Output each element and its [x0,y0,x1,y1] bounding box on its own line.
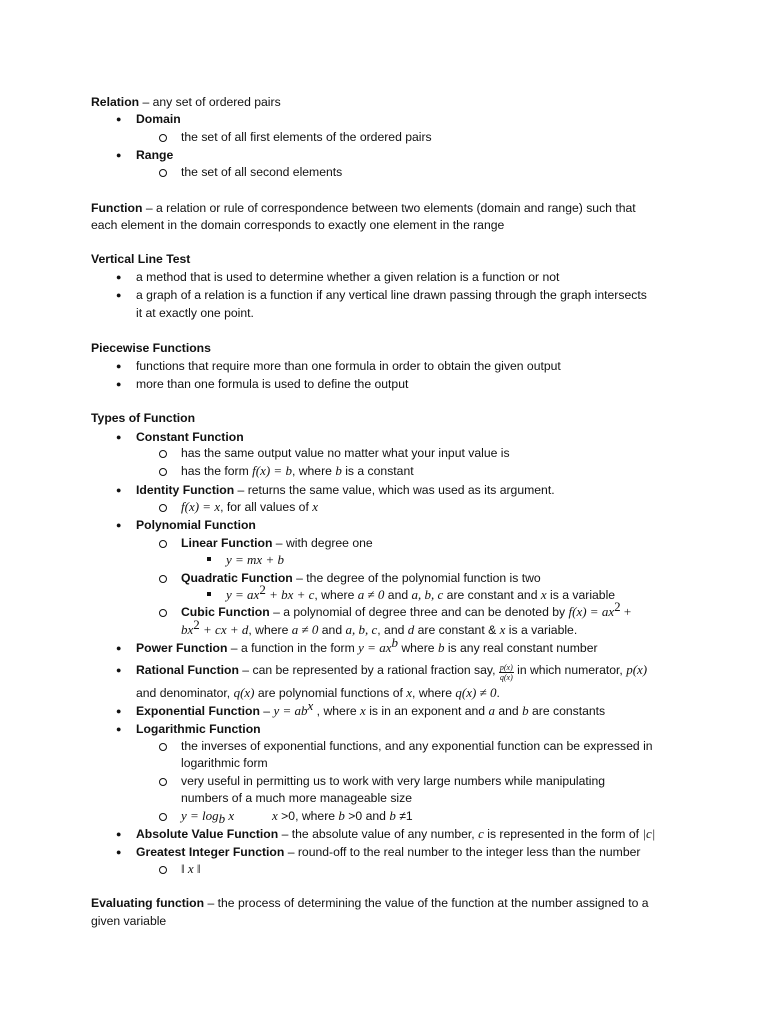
greatest-label: Greatest Integer Function [136,845,285,859]
math-expression: a, b, c [411,587,444,602]
math-var: x [540,587,547,602]
linear-label: Linear Function [181,536,273,550]
piecewise-heading: Piecewise Functions [91,341,211,355]
range-desc: the set of all second elements [181,165,343,179]
text-run: is represented in the form of [483,827,643,841]
bullet-icon: ● [116,272,122,282]
square-bullet-icon [207,557,211,561]
math-var: b [335,463,342,478]
linear-equation: y = mx + b [226,552,284,567]
math-var: b [338,808,345,823]
text-run: is in an exponent and [365,704,489,718]
math-expression: + cx + d [199,622,249,637]
text-run: are constant & [414,623,500,637]
math-var: x [272,808,278,823]
math-var: x [225,808,235,823]
math-expression: f(x) = x [181,499,221,514]
quadratic-label: Quadratic Function [181,571,293,585]
relation-definition [91,94,281,110]
log-equation [181,808,234,824]
vlt-item-1: a method that is used to determine whether a given relation is a function or not [136,270,560,284]
circle-bullet-icon [159,575,167,583]
power-desc: – a function in the form [227,641,359,655]
logarithmic-label: Logarithmic Function [136,722,261,736]
greatest-line [136,844,640,860]
evaluating-term: Evaluating function [91,896,205,910]
function-term: Function [91,201,143,215]
absolute-line [136,826,655,842]
function-def-line2: each element in the domain corresponds to exactly one element in the range [91,218,505,232]
cubic-desc: – a polynomial of degree three and can be denoted by [269,605,569,619]
cubic-line-2 [181,617,578,638]
text-run: >0 and [344,809,390,823]
log-condition [272,808,413,824]
text-run: and [494,704,523,718]
range-label: Range [136,148,174,162]
linear-line [181,535,373,551]
text-run: – [259,704,274,718]
bullet-icon: ● [116,485,122,495]
circle-bullet-icon [159,743,167,751]
math-exponent: 2 [193,617,200,632]
bullet-icon: ● [116,847,122,857]
text-run: , where [291,464,336,478]
piecewise-item-2: more than one formula is used to define the output [136,377,409,391]
rational-label: Rational Function [136,663,239,677]
quadratic-desc: – the degree of the polynomial function is two [292,571,541,585]
math-var: d [407,622,415,637]
log-desc-2: very useful in permitting us to work with very large numbers while manipulating [181,774,606,788]
math-expression: a ≠ 0 [291,622,319,637]
relation-def: – any set of ordered pairs [139,95,281,109]
circle-bullet-icon [159,866,167,874]
circle-bullet-icon [159,468,167,476]
circle-bullet-icon [159,504,167,512]
identity-label: Identity Function [136,483,235,497]
math-expression: y = ab [273,703,308,718]
bullet-icon: ● [116,361,122,371]
circle-bullet-icon [159,540,167,548]
log-desc-2-cont: numbers of a much more manageable size [181,791,413,805]
text-run: is any real constant number [444,641,598,655]
math-expression: + bx + c [265,587,315,602]
identity-line [136,482,555,498]
circle-bullet-icon [159,778,167,786]
math-expression: p(x) [626,662,648,677]
math-expression: y = ax [358,640,392,655]
text-run: and denominator, [136,686,234,700]
text-run: is a constant [341,464,414,478]
constant-desc-1: has the same output value no matter what your input value is [181,446,510,460]
linear-desc: – with degree one [272,536,373,550]
square-bullet-icon [207,592,211,596]
bullet-icon: ● [116,665,122,675]
math-exponent: 2 [259,582,266,597]
fraction-numerator: p(x) [499,663,513,672]
bullet-icon: ● [116,706,122,716]
bullet-icon: ● [116,643,122,653]
power-line [136,635,598,656]
text-run: has the form [181,464,253,478]
math-expression: f(x) = b [252,463,292,478]
function-definition [91,200,636,216]
absolute-label: Absolute Value Function [136,827,279,841]
evaluating-def-line2: given variable [91,914,167,928]
math-var: x [360,703,366,718]
quadratic-line [181,570,541,586]
cubic-label: Cubic Function [181,605,270,619]
power-label: Power Function [136,641,228,655]
bullet-icon: ● [116,114,122,124]
math-var: x [406,685,413,700]
text-run: , where [248,623,292,637]
text-run: . [496,686,500,700]
math-exponent: b [391,635,398,650]
types-heading: Types of Function [91,411,196,425]
identity-desc: – returns the same value, which was used as its argument. [234,483,555,497]
bullet-icon: ● [116,432,122,442]
relation-term: Relation [91,95,140,109]
text-run: and [384,588,412,602]
text-run: , where [412,686,456,700]
math-var: b [389,808,396,823]
absolute-desc: – the absolute value of any number, [278,827,479,841]
math-var: b [522,703,529,718]
bullet-icon: ● [116,290,122,300]
log-desc-1: the inverses of exponential functions, and any exponential function can be expressed in [181,739,653,753]
polynomial-label: Polynomial Function [136,518,256,532]
math-expression: q(x) ≠ 0 [455,685,497,700]
math-exponent: x [307,698,314,713]
circle-bullet-icon [159,450,167,458]
cubic-line [181,599,632,620]
math-expression: q(x) [233,685,255,700]
bullet-icon: ● [116,150,122,160]
identity-sub [181,499,318,515]
math-expression: y = ax [226,587,260,602]
domain-label: Domain [136,112,181,126]
text-run: and [318,623,346,637]
text-run: , and [377,623,408,637]
circle-bullet-icon [159,609,167,617]
domain-desc: the set of all first elements of the ordered pairs [181,130,432,144]
rational-line-2 [136,685,500,701]
math-var: a [488,703,495,718]
math-expression: y = log [181,808,219,823]
math-expression: + [620,604,632,619]
text-run: , for all values of [220,500,313,514]
piecewise-item-1: functions that require more than one formula in order to obtain the given output [136,359,561,373]
bullet-icon: ● [116,724,122,734]
text-run: where [397,641,438,655]
rational-fraction [499,663,514,682]
math-expression: a, b, c [345,622,378,637]
math-expression: bx [181,622,194,637]
vertical-line-test-heading: Vertical Line Test [91,252,191,266]
rational-line [136,662,647,682]
math-var: c [478,826,484,841]
math-expression: f(x) = ax [568,604,615,619]
circle-bullet-icon [159,813,167,821]
constant-desc-2 [181,463,414,479]
circle-bullet-icon [159,134,167,142]
evaluating-definition [91,895,649,911]
text-run: , where [313,704,361,718]
text-run: is a variable. [505,623,578,637]
text-run: , where [314,588,358,602]
math-subscript: b [218,811,226,826]
exponential-line [136,698,606,719]
text-run: are polynomial functions of [254,686,407,700]
vlt-item-2-cont: it at exactly one point. [136,306,254,320]
quadratic-equation-line [226,582,616,603]
text-run: ≠1 [395,809,413,823]
math-var: x [312,499,319,514]
math-expression: a ≠ 0 [357,587,385,602]
exponential-label: Exponential Function [136,704,260,718]
bullet-icon: ● [116,520,122,530]
text-run: are constants [528,704,606,718]
math-expression: |c| [642,826,656,841]
bullet-icon: ● [116,829,122,839]
text-run: is a variable [546,588,616,602]
greatest-notation: ‖ x ‖ [181,861,201,876]
log-desc-1-cont: logarithmic form [181,756,268,770]
text-run: are constant and [443,588,541,602]
fraction-denominator: q(x) [499,673,513,682]
math-var: x [499,622,506,637]
math-exponent: 2 [614,599,621,614]
bullet-icon: ● [116,379,122,389]
math-var: b [437,640,445,655]
text-run: >0, where [277,809,339,823]
text-run: in which numerator, [513,663,627,677]
evaluating-def-line1: – the process of determining the value of the function at the number assigned to a [204,896,649,910]
constant-label: Constant Function [136,430,244,444]
function-def-line1: – a relation or rule of correspondence between two elements (domain and range) such that [142,201,636,215]
greatest-desc: – round-off to the real number to the integer less than the number [284,845,641,859]
vlt-item-2: a graph of a relation is a function if any vertical line drawn passing through the graph intersects [136,288,647,302]
circle-bullet-icon [159,169,167,177]
rational-desc: – can be represented by a rational fraction say, [238,663,499,677]
